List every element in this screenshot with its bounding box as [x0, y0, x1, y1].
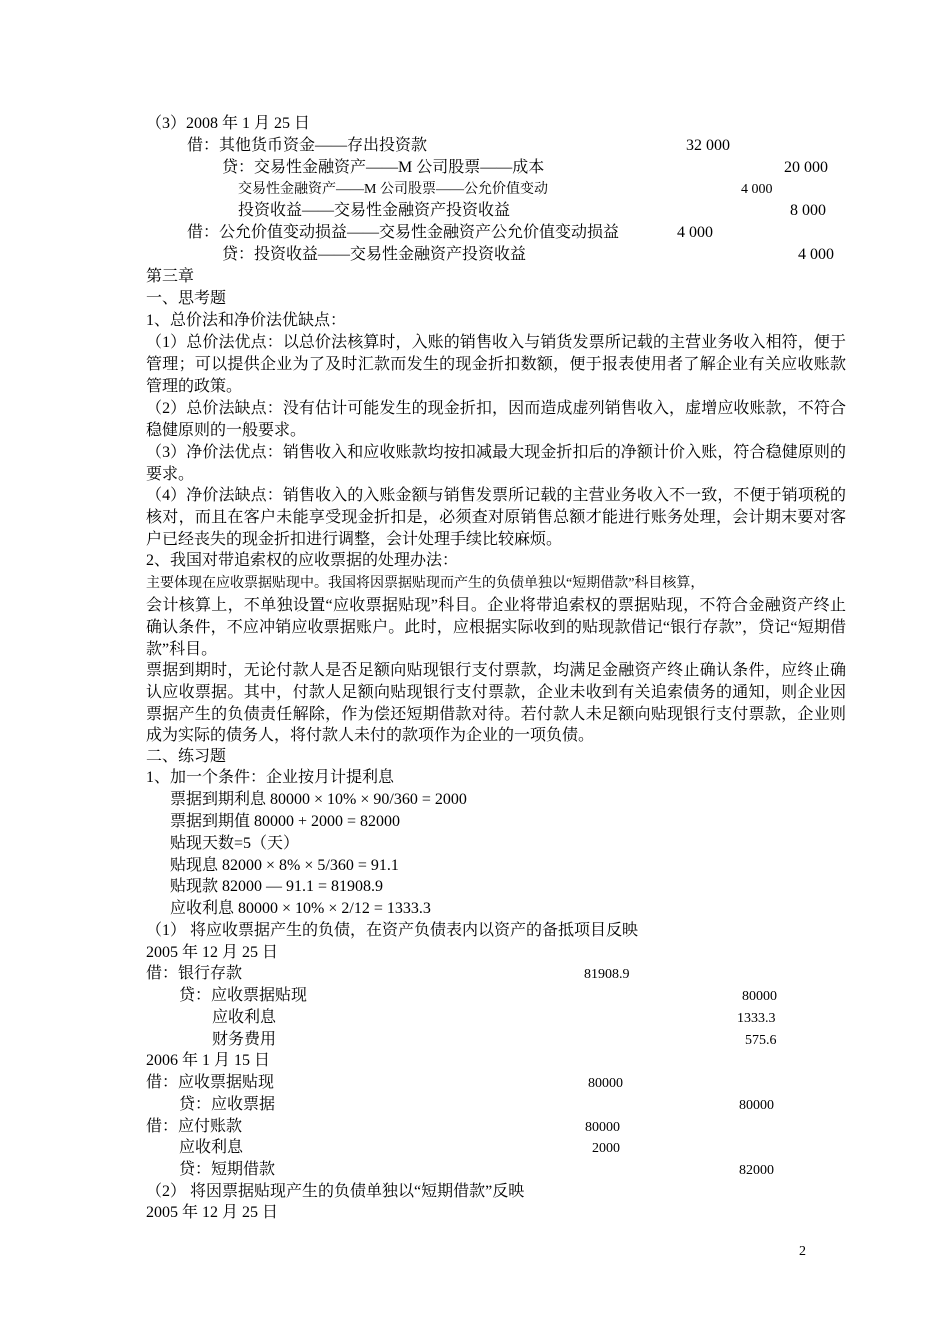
calc-line: 贴现天数=5（天）: [170, 835, 300, 852]
journal-debit: 借：应收票据贴现: [146, 1074, 275, 1091]
journal-amount: 20 000: [784, 159, 828, 176]
journal-credit: 投资收益——交易性金融资产投资收益: [238, 202, 511, 219]
journal-amount: 82000: [739, 1163, 774, 1178]
paragraph: （3）净价法优点：销售收入和应收账款均按扣减最大现金折扣后的净额计价入账，符合稳健原则的要求。: [146, 444, 846, 483]
question-title: 1、加一个条件：企业按月计提利息: [146, 769, 395, 786]
journal-debit: 借：银行存款: [146, 965, 243, 982]
journal-credit: 贷：应收票据: [179, 1096, 276, 1113]
journal-debit: 应收利息: [179, 1139, 244, 1156]
page-number: 2: [799, 1244, 806, 1259]
section-heading: 一、思考题: [146, 290, 227, 307]
entry-date: 2005 年 12 月 25 日: [146, 1204, 279, 1221]
journal-amount: 4 000: [741, 182, 773, 197]
paragraph: （1）总价法优点：以总价法核算时，入账的销售收入与销货发票所记载的主营业务收入相符，便于管理；可以提供企业为了及时汇款而发生的现金折扣数额，便于报表使用者了解企业有关应收账款管理的政策。: [146, 334, 846, 395]
entry-date: 2006 年 1 月 15 日: [146, 1052, 271, 1069]
journal-credit: 应收利息: [212, 1009, 277, 1026]
journal-credit: 贷：投资收益——交易性金融资产投资收益: [222, 246, 527, 263]
method-title: （2） 将因票据贴现产生的负债单独以“短期借款”反映: [146, 1183, 525, 1200]
method-title: （1） 将应收票据产生的负债，在资产负债表内以资产的备抵项目反映: [146, 922, 639, 939]
journal-credit: 交易性金融资产——M 公司股票——公允价值变动: [238, 182, 548, 197]
journal-credit: 贷：交易性金融资产——M 公司股票——成本: [222, 159, 545, 176]
journal-debit: 借：其他货币资金——存出投资款: [187, 137, 428, 154]
calc-line: 票据到期利息 80000 × 10% × 90/360 = 2000: [170, 791, 467, 808]
question-title: 2、我国对带追索权的应收票据的处理办法：: [146, 552, 459, 569]
journal-amount: 32 000: [686, 137, 730, 154]
calc-line: 贴现款 82000 — 91.1 = 81908.9: [170, 878, 384, 895]
journal-amount: 80000: [588, 1076, 623, 1091]
entry-date: 2005 年 12 月 25 日: [146, 944, 279, 961]
journal-amount: 8 000: [790, 202, 826, 219]
journal-debit: 借：应付账款: [146, 1118, 243, 1135]
journal-credit: 贷：应收票据贴现: [179, 987, 308, 1004]
paragraph: 会计核算上，不单独设置“应收票据贴现”科目。企业将带追索权的票据贴现，不符合金融资产终止确认条件，不应冲销应收票据账户。此时，应根据实际收到的贴现款借记“银行存款”，贷记“短期借款”科目。: [146, 597, 846, 658]
journal-amount: 4 000: [677, 224, 713, 241]
paragraph: （2）总价法缺点：没有估计可能发生的现金折扣，因而造成虚列销售收入，虚增应收账款，不符合稳健原则的一般要求。: [146, 400, 846, 439]
journal-amount: 81908.9: [584, 967, 630, 982]
journal-credit: 贷：短期借款: [179, 1161, 276, 1178]
journal-credit: 财务费用: [212, 1031, 277, 1048]
paragraph: （4）净价法缺点：销售收入的入账金额与销售发票所记载的主营业务收入不一致，不便于销项税的核对，而且在客户未能享受现金折扣是，必须查对原销售总额才能进行账务处理，会计期末要对客户已经丧失的现金折扣进行调整，会计处理手续比较麻烦。: [146, 487, 846, 548]
calc-line: 票据到期值 80000 + 2000 = 82000: [170, 813, 401, 830]
chapter-title: 第三章: [146, 268, 195, 285]
section-heading: 二、练习题: [146, 748, 227, 765]
journal-amount: 80000: [585, 1120, 620, 1135]
journal-amount: 2000: [592, 1141, 620, 1156]
journal-amount: 1333.3: [737, 1011, 776, 1026]
paragraph: 主要体现在应收票据贴现中。我国将因票据贴现而产生的负债单独以“短期借款”科目核算，: [146, 576, 705, 591]
paragraph: 票据到期时，无论付款人是否足额向贴现银行支付票款，均满足金融资产终止确认条件，应终止确认应收票据。其中，付款人足额向贴现银行支付票款，企业未收到有关追索债务的通知，则企业因票据产生的负债责任解除，作为偿还短期借款对待。若付款人未足额向贴现银行支付票款，企业则成为实际的债务人，将付款人未付的款项作为企业的一项负债。: [146, 662, 846, 745]
journal-debit: 借：公允价值变动损益——交易性金融资产公允价值变动损益: [187, 224, 620, 241]
journal-amount: 80000: [739, 1098, 774, 1113]
journal-amount: 4 000: [798, 246, 834, 263]
calc-line: 贴现息 82000 × 8% × 5/360 = 91.1: [170, 857, 399, 874]
entry-date: （3）2008 年 1 月 25 日: [146, 115, 311, 132]
journal-amount: 575.6: [745, 1033, 777, 1048]
calc-line: 应收利息 80000 × 10% × 2/12 = 1333.3: [170, 900, 431, 917]
question-title: 1、总价法和净价法优缺点：: [146, 312, 347, 329]
journal-amount: 80000: [742, 989, 777, 1004]
